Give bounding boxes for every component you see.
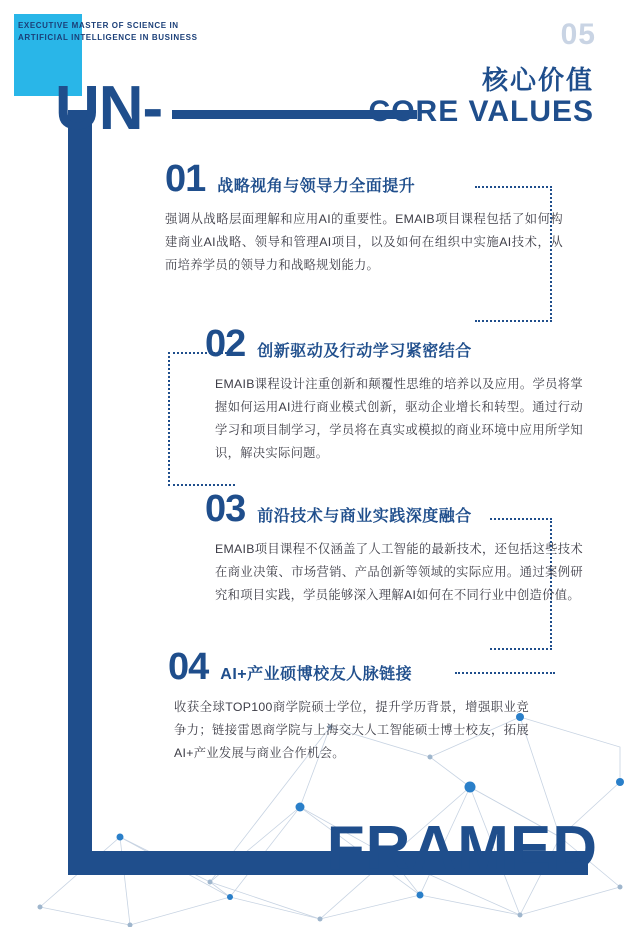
value-block-03-heading: 前沿技术与商业实践深度融合 [257,508,472,525]
heading-un: UN- [55,74,163,143]
value-block-01-head [165,160,575,198]
value-block-04-head [168,648,568,686]
value-block-03-body: EMAIB项目课程不仅涵盖了人工智能的最新技术，还包括这些技术在商业决策、市场营销、产品创新等领域的实际应用。通过案例研究和项目实践，学员能够深入理解AI如何在不同行业中创造价值。 [215,542,583,602]
value-block-02 [205,325,590,465]
section-title-english: CORE VALUES [368,95,594,128]
value-block-04-heading: AI+产业硕博校友人脉链接 [220,666,413,683]
value-block-01-number: 01 [165,158,206,200]
value-block-04-body: 收获全球TOP100商学院硕士学位，提升学历背景，增强职业竞争力；链接雷恩商学院与上海交大人工智能硕士博士校友，拓展AI+产业发展与商业合作机会。 [174,700,529,760]
value-block-03-head [205,490,590,528]
section-title-chinese: 核心价值 [481,65,594,95]
value-block-04 [168,648,568,765]
program-english-title [18,20,218,44]
value-block-01-body: 强调从战略层面理解和应用AI的重要性。EMAIB项目课程包括了如何构建商业AI战略、领导和管理AI项目，以及如何在组织中实施AI技术，从而培养学员的领导力和战略规划能力。 [165,212,563,272]
value-block-02-body: EMAIB课程设计注重创新和颠覆性思维的培养以及应用。学员将掌握如何运用AI进行商业模式创新，驱动企业增长和转型。通过行动学习和项目制学习，学员将在真实或模拟的商业环境中应用所学知识，解决实际问题。 [215,377,583,460]
value-block-02-head [205,325,590,363]
heading-framed: FRAMED [326,814,598,883]
value-block-03-number: 03 [205,488,246,530]
value-block-01 [165,160,575,277]
program-english-title-line1: EXECUTIVE MASTER OF SCIENCE IN [18,21,179,30]
value-block-02-number: 02 [205,323,246,365]
value-block-02-heading: 创新驱动及行动学习紧密结合 [257,343,472,360]
program-english-title-line2: ARTIFICIAL INTELLIGENCE IN BUSINESS [18,33,198,42]
value-block-04-number: 04 [168,646,209,688]
page-number: 05 [560,18,596,51]
value-block-03 [205,490,590,607]
value-block-01-heading: 战略视角与领导力全面提升 [217,178,416,195]
frame-vertical-bar [68,110,92,875]
